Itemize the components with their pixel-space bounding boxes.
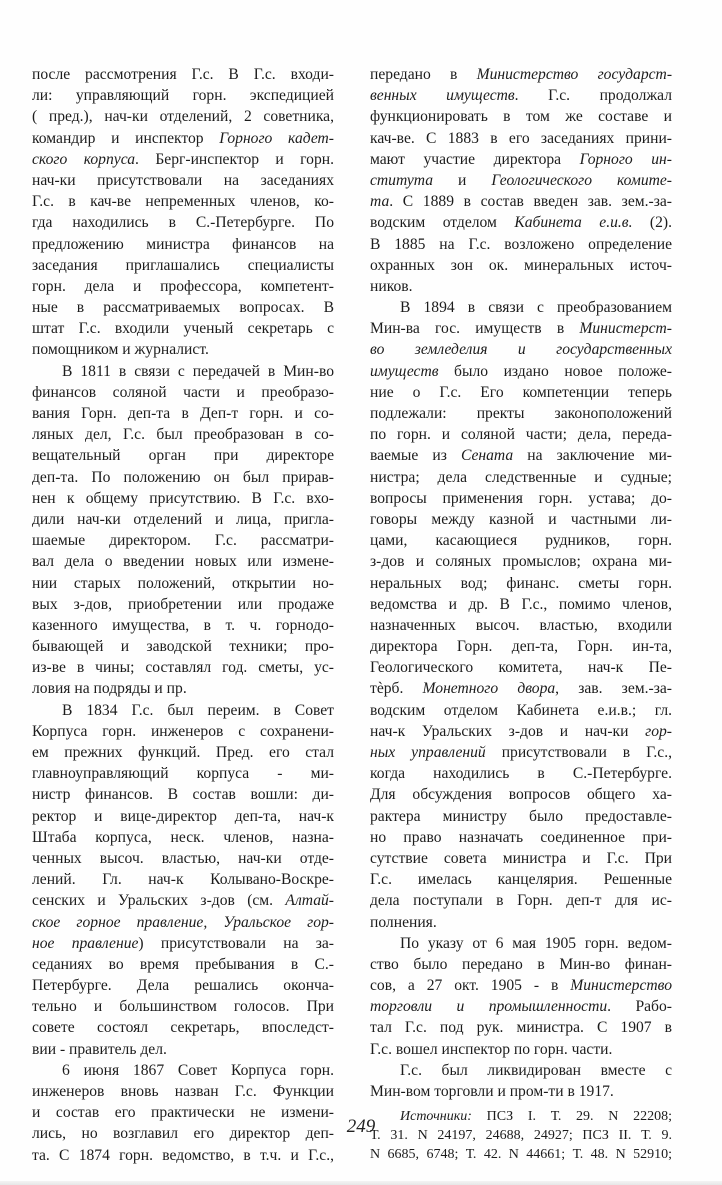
text-line [32, 636, 334, 657]
text-line [32, 234, 334, 255]
text-run: после рассмотрения Г.с. В Г.с. входи- [32, 66, 334, 83]
text-run: ловия на подряды и пр. [32, 680, 187, 698]
italic-reference: Министерство государст- [476, 66, 673, 83]
text-run: главноуправляющий корпуса - ми- [32, 765, 334, 783]
text-line [370, 339, 672, 360]
text-line [32, 85, 334, 106]
text-run: присутствовали в Г.с., [485, 744, 672, 761]
text-line [32, 848, 334, 869]
italic-reference: венных имуществ [370, 87, 515, 105]
text-run: ние о Г.с. Его компетенции теперь [370, 383, 672, 401]
text-line [32, 1039, 334, 1060]
text-line [32, 678, 334, 699]
text-line [370, 234, 672, 255]
text-line [32, 700, 334, 721]
text-run: тал Г.с. под рук. министра. С 1907 в [370, 1019, 672, 1037]
text-run: на заключение ми- [513, 447, 672, 465]
text-run: нии старых положений, открытии но- [32, 574, 334, 592]
text-run: Мин-ва гос. имуществ в [370, 320, 580, 338]
text-run: ведомства и др. В Г.с., помимо членов, [370, 595, 672, 613]
italic-reference: Монетного двора [422, 680, 556, 698]
text-line [370, 763, 672, 784]
text-line [32, 149, 334, 170]
text-line [370, 657, 672, 678]
text-run: Г.с. в кач-ве непременных членов, ко- [32, 193, 334, 211]
text-line [370, 636, 672, 657]
text-run: вания Горн. деп-та в Деп-т горн. и со- [32, 405, 334, 422]
text-line [370, 573, 672, 594]
text-line [32, 975, 334, 996]
text-line [370, 467, 672, 488]
text-line [370, 64, 672, 85]
text-run: назначенных высоч. властью, входили [370, 616, 672, 634]
text-run: рактера министру было предоставле- [370, 807, 672, 825]
text-run: и [433, 171, 492, 189]
text-line [370, 869, 672, 890]
text-run: лений. Гл. нач-к Колывано-Воскре- [32, 871, 334, 889]
text-line [32, 954, 334, 975]
text-line [370, 1017, 672, 1038]
text-run: предложению министра финансов на [32, 235, 334, 253]
text-line [370, 806, 672, 827]
text-run: . С 1889 в состав введен зав. зем.-за- [389, 193, 672, 211]
text-line [370, 106, 672, 127]
text-line [32, 509, 334, 530]
text-line [32, 191, 334, 212]
text-run: ли: управляющий горн. экспедицией [32, 87, 334, 105]
text-line [32, 361, 334, 382]
text-run: Мин-вом торговли и пром-ти в 1917. [370, 1083, 614, 1100]
text-run: . Берг-инспектор и горн. [135, 150, 335, 168]
text-run: Т. 31. N 24197, 24688, 24927; ПСЗ II. Т. 9. [370, 1128, 672, 1144]
text-run: ваемые из [370, 447, 461, 465]
text-run: нач-ки присутствовали на заседаниях [32, 171, 334, 189]
text-run: директора Горн. деп-та, Горн. ин-та, [370, 638, 672, 656]
italic-reference: Кабинета е.и.в. [514, 214, 633, 232]
text-line [32, 212, 334, 233]
text-run: шаемые директором. Г.с. рассматри- [32, 532, 334, 550]
text-run: из-ве в чины; составлял год. сметы, ус- [32, 659, 334, 677]
text-run: Г.с. имелась канцелярия. Решенные [370, 871, 672, 889]
text-run: Г.с. был ликвидирован вместе с [400, 1061, 672, 1079]
text-line [370, 361, 672, 382]
text-run: По указу от 6 мая 1905 горн. ведом- [400, 934, 672, 952]
text-run: цами, касающиеся рудников, горн. [370, 532, 672, 550]
text-line [32, 276, 334, 297]
text-line [370, 933, 672, 954]
page-bottom-edge [0, 1181, 722, 1185]
text-run: Геологического комитета, нач-к Пе- [370, 659, 672, 677]
text-line [370, 1145, 672, 1164]
text-line [370, 509, 672, 530]
text-line [370, 1081, 672, 1102]
text-line [370, 191, 672, 212]
text-run: сутствие совета министра и Г.с. При [370, 849, 672, 867]
text-run: было издано новое положе- [438, 362, 672, 380]
italic-reference: Министерст- [579, 320, 672, 338]
text-run: В 1834 Г.с. был переим. в Совет [62, 701, 334, 719]
text-line [32, 339, 334, 360]
italic-reference: Горного ин- [579, 150, 672, 168]
italic-reference: ное правление [32, 934, 139, 952]
text-run: нач-к Уральских з-дов и нач-ки [370, 722, 646, 740]
text-run: седаниях во время пребывания в С.- [32, 955, 334, 973]
text-line [32, 551, 334, 572]
text-run: ство было передано в Мин-во финан- [370, 955, 672, 973]
text-run: инженеров вновь назван Г.с. Функции [32, 1083, 334, 1100]
text-run: ПСЗ I. Т. 29. N 22208; [471, 1109, 672, 1125]
text-line [32, 1017, 334, 1038]
text-line [32, 297, 334, 318]
text-run: N 6685, 6748; Т. 42. N 44661; Т. 48. N 52910; [370, 1147, 672, 1163]
text-line [370, 149, 672, 170]
text-line [370, 890, 672, 911]
text-run: 6 июня 1867 Совет Корпуса горн. [62, 1061, 334, 1079]
text-line [32, 403, 334, 424]
text-line [32, 382, 334, 403]
italic-reference: гор- [645, 722, 672, 740]
text-line [32, 594, 334, 615]
text-run: ляных дел, Г.с. был преобразован в со- [32, 426, 334, 444]
text-run: неральных вод; финанс. сметы горн. [370, 574, 672, 592]
text-run: вопросы применения горн. устава; до- [370, 489, 672, 507]
text-run: говоры между казной и частными ли- [370, 510, 672, 528]
text-line [32, 827, 334, 848]
text-run: помощником и журналист. [32, 341, 209, 359]
text-line [32, 106, 334, 127]
text-run: сов, а 27 окт. 1905 - в [370, 977, 571, 995]
text-line [32, 806, 334, 827]
text-run: Корпуса горн. инженеров с сохранени- [32, 722, 334, 740]
text-line [32, 1145, 334, 1166]
text-run: сенских и Уральских з-дов (см. [32, 892, 286, 910]
text-line [370, 403, 672, 424]
text-run: нистра; дела следственные и судные; [370, 468, 672, 486]
text-line [370, 912, 672, 933]
text-run: лись, но возглавил его директор деп- [32, 1125, 334, 1143]
italic-reference: во земледелия и государственных [370, 341, 672, 359]
text-run: подлежали: пректы законоположений [370, 405, 672, 422]
text-line [32, 255, 334, 276]
text-line [32, 64, 334, 85]
text-run: полнения. [370, 913, 437, 931]
text-run: командир и инспектор [32, 129, 220, 147]
text-line [32, 128, 334, 149]
text-line [370, 424, 672, 445]
text-run: по горн. и соляной части; дела, переда- [370, 426, 672, 444]
text-run: водским отделом Кабинета е.и.в.; гл. [370, 701, 672, 719]
text-run: гда находились в С.-Петербурге. По [32, 214, 334, 232]
text-run: вии - правитель дел. [32, 1040, 167, 1058]
text-line [370, 382, 672, 403]
text-run: когда находились в С.-Петербурге. [370, 765, 672, 783]
text-line [370, 996, 672, 1017]
text-line [32, 467, 334, 488]
text-line [370, 975, 672, 996]
italic-reference: ных управлений [370, 744, 486, 761]
text-run: вых з-дов, приобретении или продаже [32, 595, 334, 613]
text-run: нистр финансов. В состав вошли: ди- [32, 786, 334, 804]
text-line [370, 784, 672, 805]
text-run: штат Г.с. входили ученый секретарь с [32, 320, 334, 338]
text-run: ченных высоч. властью, нач-ки отде- [32, 849, 334, 867]
italic-reference: та [370, 193, 390, 211]
text-run: Штаба корпуса, неск. членов, назна- [32, 828, 334, 846]
text-run: тѐрб. [370, 680, 423, 698]
text-run: Петербурге. Дела решались оконча- [32, 977, 334, 995]
text-line [32, 890, 334, 911]
text-run: , зав. зем.-за- [555, 680, 672, 698]
text-run: ( пред.), нач-ки отделений, 2 советника, [32, 108, 334, 126]
text-line [32, 933, 334, 954]
text-run: бывающей и заводской техники; про- [32, 638, 334, 656]
text-line [370, 318, 672, 339]
italic-reference: ского корпуса [32, 150, 136, 168]
right-text-column [370, 64, 672, 1164]
page-number: 249 [346, 1116, 376, 1137]
text-run: ректор и вице-директор деп-та, нач-к [32, 807, 334, 825]
text-run: тельно и большинством голосов. При [32, 998, 334, 1016]
text-line [32, 742, 334, 763]
text-line [32, 657, 334, 678]
text-run: дела поступали в Горн. деп-т для ис- [370, 892, 672, 910]
text-run: ) присутствовали на за- [138, 934, 334, 952]
text-line [370, 678, 672, 699]
text-run: мают участие директора [370, 150, 580, 168]
text-line [370, 827, 672, 848]
text-run: нен к общему присутствию. В Г.с. вхо- [32, 489, 334, 507]
text-line [370, 1060, 672, 1081]
text-run: функционировать в том же составе и [370, 108, 672, 126]
text-line [32, 996, 334, 1017]
text-line [32, 1060, 334, 1081]
text-line [370, 255, 672, 276]
text-run: ные в рассматриваемых вопросах. В [32, 299, 334, 317]
text-run: Г.с. вошел инспектор по горн. части. [370, 1040, 613, 1058]
text-line [32, 573, 334, 594]
text-line [32, 488, 334, 509]
italic-reference: торговли и промышленности [370, 998, 608, 1016]
text-line [370, 954, 672, 975]
italic-reference: Источники: [400, 1109, 472, 1125]
italic-reference: имуществ [370, 362, 439, 380]
text-run: . Г.с. продолжал [514, 87, 672, 105]
text-run: передано в [370, 66, 477, 83]
text-run: водским отделом [370, 214, 515, 232]
text-line [370, 1039, 672, 1060]
text-line [370, 212, 672, 233]
text-run: дили нач-ки отделений и лица, пригла- [32, 510, 334, 528]
right-column-body [370, 64, 672, 1102]
text-line [32, 763, 334, 784]
text-run: охранных зон ок. минеральных источ- [370, 256, 672, 274]
italic-reference: Алтай- [285, 892, 334, 910]
text-run: казенного имущества, в т. ч. горнодо- [32, 616, 334, 634]
italic-reference: ское горное правление, Уральское гор- [32, 913, 334, 931]
text-run: ников. [370, 277, 413, 295]
text-line [370, 445, 672, 466]
text-line [32, 721, 334, 742]
text-line [370, 128, 672, 149]
text-run: совете состоял секретарь, впоследст- [32, 1019, 334, 1037]
text-run: В 1811 в связи с передачей в Мин-во [62, 362, 334, 380]
italic-reference: Сената [460, 447, 514, 465]
text-run: заседания приглашались специалисты [32, 256, 334, 274]
text-line [370, 488, 672, 509]
text-line [32, 170, 334, 191]
text-run: В 1894 в связи с преобразованием [400, 299, 672, 317]
text-run: (2). [632, 214, 672, 232]
text-line [370, 615, 672, 636]
text-run: финансов соляной части и преобразо- [32, 383, 334, 401]
text-run: з-дов и соляных промыслов; охрана ми- [370, 553, 672, 571]
text-run: вал дела о введении новых или измене- [32, 553, 334, 571]
text-line [370, 700, 672, 721]
text-run: но право назначать соединенное при- [370, 828, 672, 846]
text-line [370, 276, 672, 297]
italic-reference: ститута [370, 171, 434, 189]
text-run: . Рабо- [607, 998, 672, 1016]
text-run: деп-та. По положению он был прирав- [32, 468, 334, 486]
text-line [32, 318, 334, 339]
text-line [32, 424, 334, 445]
text-line [370, 721, 672, 742]
text-line [32, 784, 334, 805]
text-line [370, 85, 672, 106]
text-line [32, 530, 334, 551]
text-run: вещательный орган при директоре [32, 447, 334, 465]
text-line [370, 742, 672, 763]
text-line [370, 170, 672, 191]
text-line [370, 530, 672, 551]
italic-reference: Геологического комите- [491, 171, 672, 189]
text-run: В 1885 на Г.с. возложено определение [370, 235, 672, 253]
text-run: ем прежних функций. Пред. его стал [32, 744, 334, 761]
text-line [32, 912, 334, 933]
left-text-column [32, 64, 334, 1166]
text-run: кач-ве. С 1883 в его заседаниях прини- [370, 129, 672, 147]
text-line [370, 594, 672, 615]
text-line [32, 445, 334, 466]
text-run: Для обсуждения вопросов общего ха- [370, 786, 672, 804]
italic-reference: Министерство [570, 977, 672, 995]
text-run: та. С 1874 горн. ведомство, в т.ч. и Г.с., [32, 1146, 334, 1164]
text-run: и состав его практически не измени- [32, 1104, 334, 1122]
text-line [32, 869, 334, 890]
text-run: горн. дела и профессора, компетент- [32, 277, 334, 295]
text-line [32, 615, 334, 636]
text-line [370, 848, 672, 869]
italic-reference: Горного кадет- [219, 129, 334, 147]
text-line [370, 297, 672, 318]
text-line [32, 1081, 334, 1102]
text-line [370, 551, 672, 572]
